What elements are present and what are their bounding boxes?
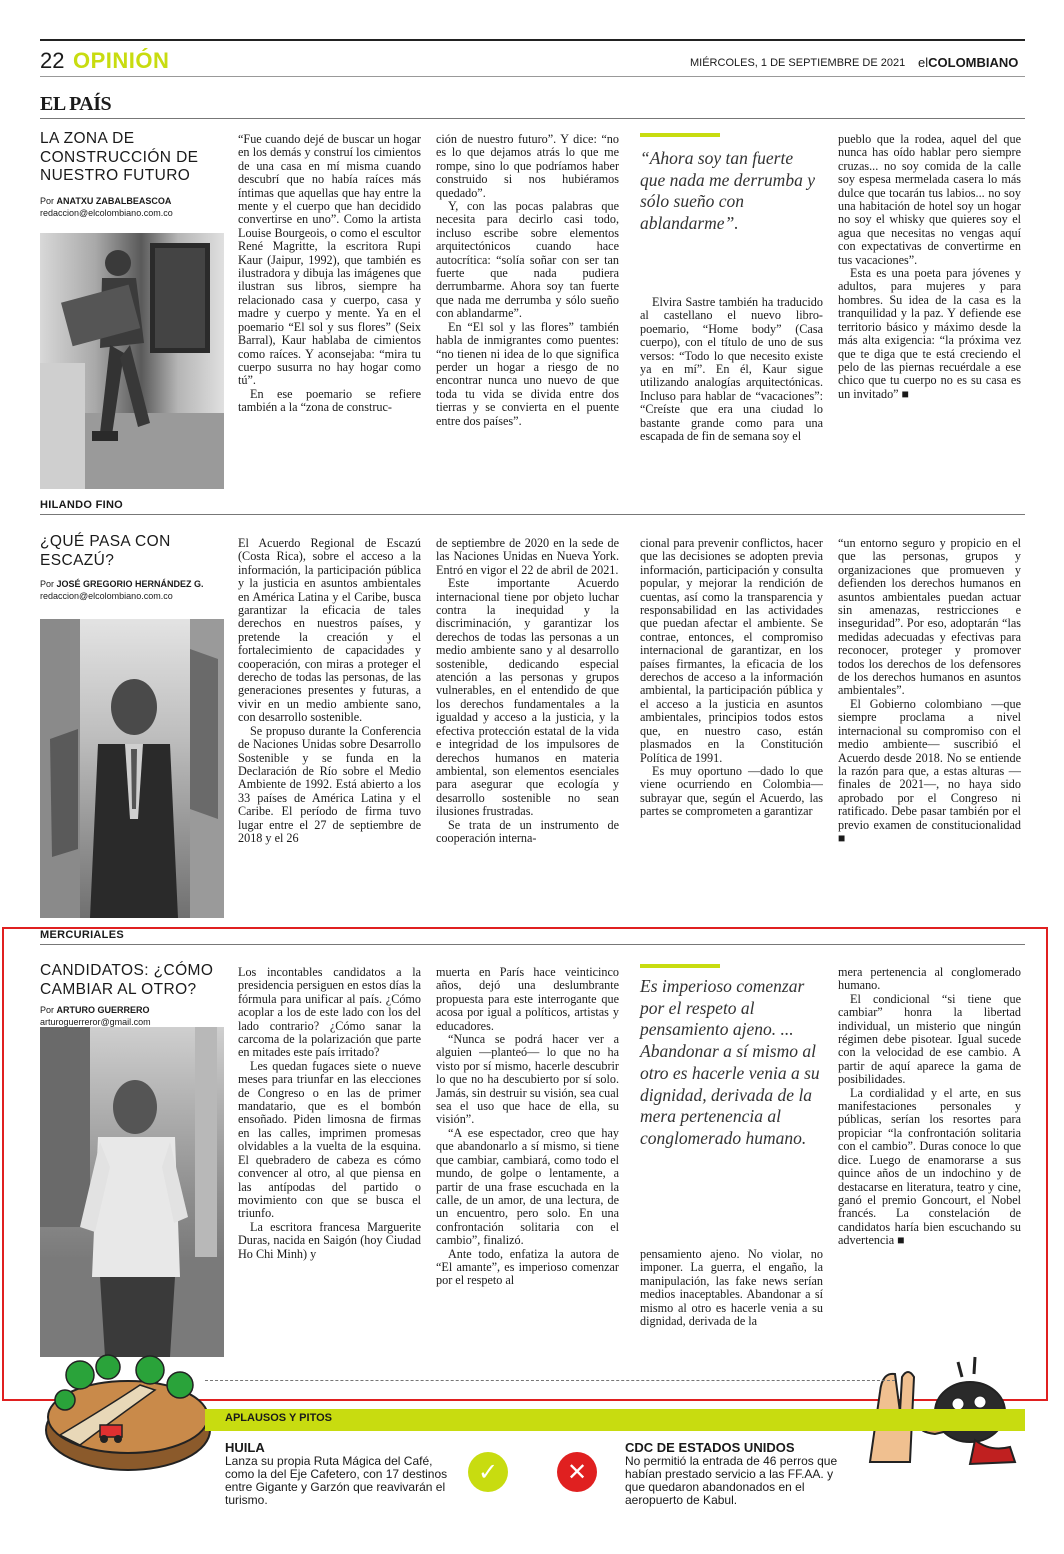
article2-title: ¿QUÉ PASA CON ESCAZÚ? [40, 533, 171, 569]
article2-column-3 [640, 537, 823, 919]
quote-accent-bar [640, 133, 720, 137]
paragraph: La cordialidad y el arte, en sus manifestaciones personales y públicas, serían los resortes para propiciar “la confrontación solitaria con el cambio”. Duras conoce lo que dice. Luego de enamorarse a sus quince años de un indochino y de destacarse en literatura, teatro y cine, ganó el premio Goncourt, el Nobel francés. La constelación de candidatos haría bien escuchando su advertencia ■ [838, 1085, 1021, 1248]
aplausos-title: APLAUSOS Y PITOS [225, 1412, 332, 1424]
cross-icon: ✕ [557, 1452, 597, 1492]
paragraph: En “El sol y las flores” también habla de inmigrantes como puentes: “no tienen ni idea de lo que significa perder un hogar a riesgo de no encontrar nunca uno nuevo de que toda tu vida se divida entre dos tierras y se convierta en el puente entre dos países”. [436, 319, 619, 428]
applause-text: Lanza su propia Ruta Mágica del Café, como la del Eje Cafetero, con 17 destinos entre Gigante y Garzón que reavivarán el turismo. [225, 1454, 448, 1507]
article2-column-2 [436, 537, 619, 919]
paragraph: muerta en París hace veinticinco años, dejó una deslumbrante propuesta para este interrogante que acosa por igual a políticos, artistas y educadores. [436, 966, 619, 1033]
top-rule [40, 39, 1025, 41]
page-number: 22 [40, 48, 65, 73]
byline-prefix: Por [40, 579, 55, 589]
paragraph: El Gobierno colombiano —que siempre proclama a nivel internacional su compromiso con el medio ambiente— suscribió el Acuerdo desde 2018. No se entiende la razón para que, a estas alturas —finales de 2021—, no haya sido aprobado por el Congreso ni ratificado. Debe pasar también por el previo examen de constitucionalidad ■ [838, 696, 1021, 845]
boo-text: No permitió la entrada de 46 perros que habían prestado servicio a las FF.AA. y que quedaron abandonados en el aeropuerto de Kabul. [625, 1454, 838, 1507]
paragraph: ción de nuestro futuro”. Y dice: “no es lo que dejamos atrás lo que me rompe, sino lo que podríamos haber construido si nos hubiéramos quedado”. [436, 133, 619, 200]
article1-column-4 [838, 133, 1021, 491]
article1-pull-quote: “Ahora soy tan fuerte que nada me derrumba y sólo sueño con ablandarme”. [640, 148, 815, 233]
paragraph: “Nunca se podrá hacer ver a alguien —planteó— lo que no ha visto por sí mismo, hacerle descubrir lo que no ha descubierto por sí solo. Jamás, sin destruir su visión, sea cual sea el uso que hace de ella, su visión”. [436, 1032, 619, 1127]
byline-prefix: Por [40, 1005, 55, 1015]
masthead [918, 55, 1018, 70]
paragraph: mera pertenencia al conglomerado humano. [838, 966, 1021, 993]
paragraph: de septiembre de 2020 en la sede de las Naciones Unidas en Nueva York. Entró en vigor el 22 de abril de 2021. [436, 537, 619, 577]
article2-rule [40, 514, 1025, 515]
highlight-frame [2, 927, 1048, 1401]
article2-column-1 [238, 537, 421, 919]
masthead-prefix: el [918, 55, 929, 70]
article1-column-3 [640, 296, 823, 491]
paragraph: cional para prevenir conflictos, hacer que las decisiones se adopten previa información, participación y consulta popular, y mejorar la rendición de cuentas, así como la transparencia y responsabilidad en las actividades que puedan afectar el ambiente. Se contrae, entonces, el compromiso internacional de garantizar, en los países firmantes, la eficacia de los derechos de acceso a la información ambiental, la participación pública y el acceso a la justicia en asuntos ambientales, principios todos estos que, en nuestro caso, están plasmados en la Constitución Política de 1991. [640, 537, 823, 765]
portrait-photo-illustration [40, 619, 224, 918]
paragraph: Y, con las pocas palabras que necesita para decirlo casi todo, incluso escribe sobre elementos arquitectónicos cuando hace autocrítica: “solía soñar con ser tan fuerte que nada pudiera derrumbarme. Ahora soy tan fuerte que nada me derrumba y sólo sueño con ablandarme”. [436, 199, 619, 321]
author-name: ARTURO GUERRERO [56, 1005, 150, 1015]
paragraph: Se trata de un instrumento de cooperación interna- [436, 817, 619, 845]
paragraph: Ante todo, enfatiza la autora de “El amante”, es imperioso comenzar por el respeto al [436, 1246, 619, 1288]
section-name: OPINIÓN [73, 48, 170, 73]
boo-heading: CDC DE ESTADOS UNIDOS [625, 1440, 795, 1455]
article2-photo [40, 619, 224, 918]
article1-column-1 [238, 133, 421, 491]
paragraph: Les quedan fugaces siete o nueve meses para triunfar en las elecciones de Congreso o en las de primer mandatario, que es el bombón ensoñado. Piden limosna de firmas en las calles, imprimen promesas olvidables a la vuelta de la esquina. El quebradero de cabeza es cómo convencer al otro, al que piensa en las antípodas del partido o movimiento con que se busca el triunfo. [238, 1058, 421, 1221]
article2-byline [40, 579, 204, 589]
paragraph: “un entorno seguro y propicio en el que las personas, grupos y organizaciones que promueven y defienden los derechos humanos en asuntos ambientales puedan actuar sin amenazas, restricciones e inseguridad”. Por eso, adoptarán “las medidas adecuadas y efectivas para reconocer, proteger y promover todos los derechos de los defensores de los derechos humanos en asuntos ambientales”. [838, 537, 1021, 698]
article3-kicker: MERCURIALES [40, 929, 124, 941]
paragraph: Esta es una poeta para jóvenes y adultos, para mujeres y para hombres. Su idea de la casa es la tranquilidad y la paz. Y defiende ese territorio básico y máximo desde la más alta exigencia: “la próxima vez que te diga que te está creciendo el pelo de las piernas recuérdale a ese chico que tu cuerpo no es su casa es un invitado” ■ [838, 266, 1021, 401]
article2-kicker: HILANDO FINO [40, 499, 124, 511]
check-icon: ✓ [468, 1452, 508, 1492]
paragraph: “Fue cuando dejé de buscar un hogar en los demás y construí los cimientos de una casa en mí misma cuando descubrí que no había raíces más íntimas que aquellas que hay entre la mente y el cuerpo que han decidido convertirse en uno”. Como la artista Louise Bourgeois, o como el escultor René Magritte, la escritora Rupi Kaur (Jaipur, 1992), que también es ilustradora y dibuja las imágenes que ilustran sus libros, siempre ha relacionado casa y cuerpo, casa y madre y cuerpo y mente. Ya en el poemario “El sol y sus flores” (Seix Barral), Kaur hablaba de cimientos como raíces. Y aconsejaba: “mira tu cuerpo susurra no hay hogar como tú”. [238, 133, 421, 388]
paragraph: pueblo que la rodea, aquel del que nunca has oído hablar pero siempre cruzas... no soy comida de la calle soy espesa mermelada casera lo más dulce que tocarán tus labios... no soy una habitación de hotel soy un hogar no soy el whisky que quieres soy el agua que necesitas no vengas aquí con expectativas de convertirme en tus vacaciones”. [838, 133, 1021, 267]
paragraph: Se propuso durante la Conferencia de Naciones Unidas sobre Desarrollo Sostenible y se funda en la Declaración de Río sobre el Medio Ambiente de 1992. Está abierto a los 33 países de América Latina y el Caribe. El período de firma tuvo lugar entre el 27 de septiembre de 2018 y el 26 [238, 723, 421, 845]
article3-title: CANDIDATOS: ¿CÓMO CAMBIAR AL OTRO? [40, 962, 214, 998]
paragraph: Este importante Acuerdo internacional tiene por objeto luchar contra la inequidad y la discriminación, y garantizar los derechos de todas las personas a un medio ambiente sano y al desarrollo sostenible, dedicando especial atención a las personas y grupos vulnerables, en el entendido de que los derechos fundamentales a la igualdad y acceso a la justicia, y la efectiva protección estatal de la vida e integridad de los impulsores de derechos humanos en materia ambiental, son elementos esenciales para asegurar que ecología y desarrollo sostenible no sean ilusiones frustradas. [436, 576, 619, 819]
article1-rule [40, 118, 1025, 119]
article1-column-2 [436, 133, 619, 491]
article1-title: LA ZONA DE CONSTRUCCIÓN DE NUESTRO FUTURO [40, 130, 199, 184]
paragraph: Los incontables candidatos a la presidencia persiguen en estos días la fórmula para unificar al país. ¿Cómo acoplar a los de este lado con los del lado contrario? ¿Cómo sanar la carcoma de la polarización que parte en mitades este país irritado? [238, 966, 421, 1060]
paragraph: El condicional “si tiene que cambiar” honra la libertad individual, un misterio que ningún régimen debe pisotear. Igual sucede con la velocidad de ese cambio. A partir de aquí aparece la gama de posibilidades. [838, 991, 1021, 1087]
section-divider [205, 1380, 895, 1381]
paragraph: El Acuerdo Regional de Escazú (Costa Rica), sobre el acceso a la información, la participación pública y la justicia en asuntos ambientales en América Latina y el Caribe, busca garantizar la eficacia de tales derechos en nuestros países, y pretende la creación y el fortalecimiento de capacidades y cooperación, con miras a proteger el derecho de todas las personas, de las generaciones presentes y futuras, a vivir en un medio ambiente sano, con desarrollo sostenible. [238, 537, 421, 725]
paragraph: Es muy oportuno —dado lo que viene ocurriendo en Colombia— subrayar que, según el Acuerdo, las partes se comprometen a garantizar [640, 763, 823, 819]
article2-column-4 [838, 537, 1021, 919]
paragraph: En ese poemario se refiere también a la “zona de construc- [238, 386, 421, 415]
paragraph: pensamiento ajeno. No violar, no imponer. La guerra, el engaño, la manipulación, las fake news serían medios inaceptables. Abandonar a sí mismo al otro es hacerle venia a su dignidad, derivada de la [640, 1248, 823, 1329]
author-email: arturoguerreror@gmail.com [40, 1017, 151, 1027]
applause-heading: HUILA [225, 1440, 265, 1455]
issue-date: MIÉRCOLES, 1 DE SEPTIEMBRE DE 2021 [690, 57, 906, 69]
paragraph: “A ese espectador, creo que hay que abandonarlo a sí mismo, si tiene que cambiar, cambiará, como todo el mundo, de golpe o lentamente, a partir de una frase escuchada en la calle, de un amor, de una lectura, de un encuentro, pero solo. En una confrontación solitaria con el cambio”, finalizó. [436, 1125, 619, 1248]
source-logo: EL PAÍS [40, 93, 112, 115]
paragraph: La escritora francesa Marguerite Duras, nacida en Saigón (hoy Ciudad Ho Chi Minh) y [238, 1219, 421, 1261]
byline-prefix: Por [40, 196, 55, 206]
paragraph: Elvira Sastre también ha traducido al castellano el nuevo libro-poemario, “Home body” (Casa cuerpo), con el título de uno de sus versos: “Todo lo que necesito existe ya en mí”. En él, Kaur sigue utilizando analogías arquitectónicas. Incluso para hablar de “vacaciones”: “Creíste que era una ciudad lo bastante grande como para una escapada de fin de semana soy el [640, 296, 823, 444]
article3-pull-quote: Es imperioso comenzar por el respeto al pensamiento ajeno. ... Abandonar a sí mismo al otro es hacerle venia a su dignidad, derivada de la mera pertenencia al conglomerado humano. [640, 976, 820, 1148]
landscape-illustration [40, 1345, 215, 1475]
author-email: redaccion@elcolombiano.com.co [40, 208, 173, 218]
article1-byline [40, 196, 171, 206]
statue-photo-illustration [40, 233, 224, 489]
masthead-name: COLOMBIANO [928, 55, 1019, 70]
author-name: ANATXU ZABALBEASCOA [56, 196, 172, 206]
author-name: JOSÉ GREGORIO HERNÁNDEZ G. [56, 579, 204, 589]
author-email: redaccion@elcolombiano.com.co [40, 591, 173, 601]
header-rule [40, 76, 1025, 77]
article1-photo [40, 233, 224, 489]
